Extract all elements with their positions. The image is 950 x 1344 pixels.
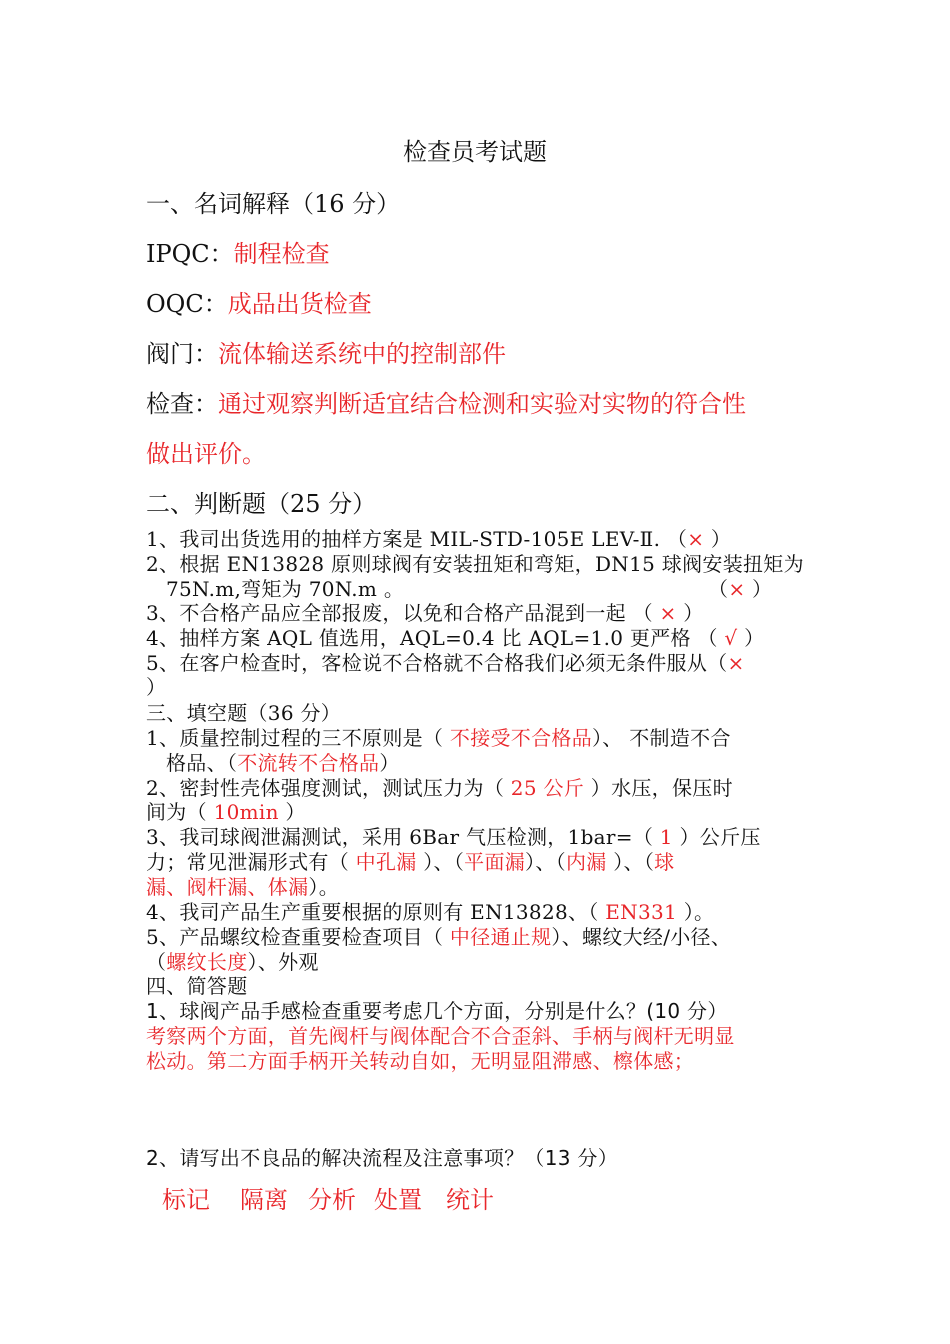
question-text: 格品、（: [166, 751, 238, 775]
section-2-heading: 二、判断题（25 分）: [146, 490, 377, 518]
bracket-close: ）: [737, 626, 765, 650]
judge-q5: [146, 647, 745, 676]
fill-answer: 10min: [213, 800, 279, 824]
step-statistics: 统计: [446, 1186, 494, 1214]
term-oqc: [146, 284, 372, 319]
fill-answer: 不接受不合格品: [449, 726, 592, 750]
question-text: ）水压，保压时: [584, 776, 733, 800]
answer-mark: √: [724, 626, 738, 650]
question-text: （: [146, 950, 167, 974]
fill-answer: 中径通止规: [449, 925, 552, 949]
question-text: ）、（: [606, 850, 655, 874]
judge-q2-answer: [708, 573, 772, 602]
question-text: ）、螺纹大经/小径、: [551, 925, 732, 949]
short-q1-answer: 考察两个方面，首先阀杆与阀体配合不合歪斜、手柄与阀杆无明显: [146, 1024, 735, 1048]
term-answer: 流体输送系统中的控制部件: [218, 340, 506, 368]
term-inspection: [146, 384, 746, 419]
question-text: ）、（: [416, 850, 465, 874]
term-answer: 成品出货检查: [227, 290, 372, 318]
term-ipqc: [146, 234, 330, 269]
question-text: 3、我司球阀泄漏测试，采用 6Bar 气压检测，1bar=（: [146, 825, 660, 849]
question-text: 间为（: [146, 800, 214, 824]
answer-mark: ×: [659, 601, 677, 625]
short-q1-answer-cont: 松动。第二方面手柄开关转动自如，无明显阻滞感、檫体感；: [146, 1049, 695, 1073]
term-answer: 制程检查: [233, 240, 330, 268]
question-text: 1、质量控制过程的三不原则是（: [146, 726, 450, 750]
question-text: 4、我司产品生产重要根据的原则有 EN13828、（: [146, 900, 606, 924]
term-answer: 通过观察判断适宜结合检测和实验对实物的符合性: [218, 390, 746, 418]
short-q2: 2、请写出不良品的解决流程及注意事项？（13 分）: [146, 1146, 619, 1170]
question-text: 力；常见泄漏形式有（: [146, 850, 356, 874]
term-label: OQC：: [146, 290, 228, 318]
question-text: ）、（: [525, 850, 566, 874]
step-isolate: 隔离: [240, 1186, 288, 1214]
fill-answer: 球: [654, 850, 675, 874]
step-analyze: 分析: [308, 1186, 356, 1214]
fill-answer: 中孔漏: [355, 850, 417, 874]
section-3-heading: 三、填空题（36 分）: [146, 701, 342, 725]
term-valve: [146, 334, 506, 369]
step-dispose: 处置: [374, 1186, 422, 1214]
short-q1: 1、球阀产品手感检查重要考虑几个方面，分别是什么？(10 分）: [146, 999, 728, 1023]
short-q2-answer-steps: [162, 1180, 494, 1215]
question-text: ）、外观: [247, 950, 319, 974]
question-text: ）。: [677, 900, 715, 924]
question-text: 3、不合格产品应全部报废，以免和合格产品混到一起 （: [146, 601, 660, 625]
question-text: 2、密封性壳体强度测试，测试压力为（: [146, 776, 511, 800]
question-text: 4、抽样方案 AQL 值选用，AQL=0.4 比 AQL=1.0 更严格 （: [146, 626, 725, 650]
answer-mark: ×: [727, 651, 745, 675]
question-text: ）、 不制造不合: [592, 726, 731, 750]
question-text: ）。: [308, 875, 340, 899]
judge-q5-close: ）: [146, 675, 167, 699]
bracket-open: （: [708, 577, 729, 601]
bracket-close: ）: [704, 527, 732, 551]
fill-answer: EN331: [605, 900, 678, 924]
fill-answer: 螺纹长度: [166, 950, 248, 974]
fill-answer: 漏、阀杆漏、体漏: [146, 875, 309, 899]
question-text: ）: [278, 800, 306, 824]
fill-answer: 1: [659, 825, 673, 849]
step-mark: 标记: [162, 1186, 210, 1214]
fill-answer: 内漏: [565, 850, 607, 874]
answer-mark: ×: [687, 527, 705, 551]
question-text: 5、在客户检查时，客检说不合格就不合格我们必须无条件服从（: [146, 651, 728, 675]
question-text: ）公斤压: [672, 825, 761, 849]
answer-mark: ×: [728, 577, 746, 601]
question-text: ）: [379, 751, 400, 775]
term-label: 阀门：: [146, 340, 218, 368]
question-text: 5、产品螺纹检查重要检查项目（: [146, 925, 450, 949]
question-text: 1、我司出货选用的抽样方案是 MIL-STD-105E LEV-Ⅱ. （: [146, 527, 688, 551]
bracket-close: ）: [745, 577, 773, 601]
section-1-heading: 一、名词解释（16 分）: [146, 190, 401, 218]
fill-answer: 不流转不合格品: [237, 751, 380, 775]
bracket-close: ）: [676, 601, 704, 625]
term-inspection-answer-cont: 做出评价。: [146, 440, 266, 468]
section-4-heading: 四、简答题: [146, 974, 248, 998]
term-label: 检查：: [146, 390, 218, 418]
page-title: 检查员考试题: [403, 138, 547, 166]
judge-q2: 2、根据 EN13828 原则球阀有安装扭矩和弯矩，DN15 球阀安装扭矩为: [146, 552, 804, 576]
judge-q2-cont: 75N.m,弯矩为 70N.m 。: [166, 577, 405, 601]
fill-answer: 平面漏: [464, 850, 526, 874]
fill-answer: 25 公斤: [510, 776, 585, 800]
term-label: IPQC：: [146, 240, 234, 268]
